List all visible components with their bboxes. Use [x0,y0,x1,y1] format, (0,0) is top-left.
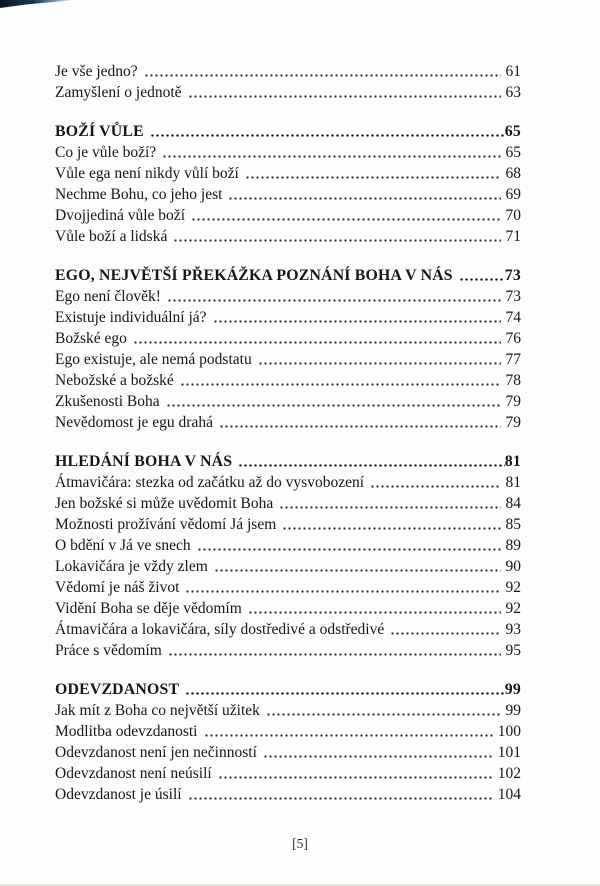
toc-entry-page: 101 [497,744,521,761]
dot-leader [238,456,505,470]
toc-entry-row [55,514,521,535]
toc-entry-row [55,640,521,661]
toc-entry-title: Zamyšlení o jednotě [55,84,182,101]
toc-entry-row [55,619,521,640]
toc-heading-row [55,265,521,286]
toc-entry-page: 102 [497,765,521,782]
toc-entry-page: 89 [505,537,521,554]
toc-entry-title: Odevzdanost je úsilí [55,786,182,803]
dot-leader [390,624,500,638]
toc-entry-row [55,226,521,247]
toc-entry-row [55,784,521,805]
toc-entry-row [55,556,521,577]
toc-entry-title: Átmavičára: stezka od začátku až do vysvobození [55,474,365,491]
toc-section [55,265,521,433]
toc-entry-page: 99 [505,702,521,719]
dot-leader [167,291,501,305]
toc-entry-page: 65 [505,144,521,161]
toc-entry-row [55,142,521,163]
toc-entry-row [55,184,521,205]
dot-leader [144,66,501,80]
toc-entry-row [55,700,521,721]
toc-entry-page: 73 [505,288,521,305]
toc-entry-page: 77 [505,351,521,368]
toc-entry-row [55,412,521,433]
toc-section [55,679,521,805]
toc-entry-title: Existuje individuální já? [55,309,207,326]
toc-entry-title: Je vše jedno? [55,63,138,80]
toc-heading-row [55,121,521,142]
toc-heading-title: BOŽÍ VŮLE [55,123,144,140]
toc-entry-page: 74 [505,309,521,326]
dot-leader [213,312,501,326]
toc-entry-title: Co je vůle boží? [55,144,157,161]
dot-leader [282,519,500,533]
dot-leader [162,147,500,161]
dot-leader [258,354,501,368]
toc-entry-title: O bdění v Já ve snech [55,537,191,554]
toc-entry-row [55,472,521,493]
toc-entry-row [55,328,521,349]
dot-leader [185,684,505,698]
dot-leader [185,582,500,596]
toc-section [55,61,521,103]
toc-entry-title: Vůle boží a lidská [55,228,168,245]
toc-entry-page: 90 [505,558,521,575]
toc-entry-row [55,763,521,784]
toc-heading-page: 99 [504,681,521,698]
toc-entry-page: 76 [505,330,521,347]
dot-leader [180,375,501,389]
toc-entry-page: 84 [505,495,521,512]
toc-entry-page: 104 [497,786,521,803]
toc-entry-title: Lokavičára je vždy zlem [55,558,208,575]
toc-entry-page: 79 [505,414,521,431]
toc-section [55,121,521,247]
page-number-footer: [5] [292,836,308,851]
toc-heading-page: 81 [504,453,521,470]
toc-entry-page: 78 [505,372,521,389]
dot-leader [166,396,501,410]
dot-leader [214,561,501,575]
dot-leader [197,540,501,554]
toc-entry-page: 81 [505,474,521,491]
dot-leader [188,87,501,101]
toc-entry-page: 100 [497,723,521,740]
toc-entry-row [55,307,521,328]
toc-entry-title: Dvojjediná vůle boží [55,207,185,224]
toc-entry-title: Nevědomost je egu drahá [55,414,213,431]
toc-entry-title: Božské ego [55,330,127,347]
toc-heading-row [55,451,521,472]
dot-leader [245,168,501,182]
toc-entry-row [55,535,521,556]
toc-heading-title: HLEDÁNÍ BOHA V NÁS [55,453,233,470]
toc-entry-page: 71 [505,228,521,245]
toc-entry-title: Práce s vědomím [55,642,162,659]
toc-entry-title: Nebožské a božské [55,372,174,389]
toc-entry-row [55,598,521,619]
toc-entry-page: 61 [505,63,521,80]
toc-entry-title: Átmavičára a lokavičára, síly dostředivé a odstředivé [55,621,385,638]
dot-leader [266,705,501,719]
toc-entry-title: Zkušenosti Boha [55,393,160,410]
toc-entry-title: Odevzdanost není jen nečinností [55,744,257,761]
toc-entry-page: 63 [505,84,521,101]
dot-leader [248,603,501,617]
toc-entry-title: Jen božské si může uvědomit Boha [55,495,274,512]
toc-entry-row [55,205,521,226]
toc-entry-page: 79 [505,393,521,410]
toc-entry-page: 92 [505,579,521,596]
toc-entry-page: 92 [505,600,521,617]
dot-leader [263,747,493,761]
toc-entry-row [55,61,521,82]
toc-entry-page: 69 [505,186,521,203]
toc-entry-title: Možnosti prožívání vědomí Já jsem [55,516,277,533]
toc-heading-page: 65 [504,123,521,140]
toc-heading-title: EGO, NEJVĚTŠÍ PŘEKÁŽKA POZNÁNÍ BOHA V NÁS [55,267,453,284]
toc-entry-title: Ego existuje, ale nemá podstatu [55,351,252,368]
dot-leader [219,417,501,431]
toc-entry-row [55,742,521,763]
toc-entry-row [55,493,521,514]
toc-entry-title: Jak mít z Boha co největší užitek [55,702,260,719]
toc-entry-row [55,391,521,412]
toc-entry-page: 95 [505,642,521,659]
toc-entry-row [55,286,521,307]
toc-entry-title: Modlitba odevzdanosti [55,723,198,740]
toc-entry-title: Vůle ega není nikdy vůlí boží [55,165,239,182]
toc-heading-row [55,679,521,700]
toc-entry-title: Nechme Bohu, co jeho jest [55,186,223,203]
toc-entry-title: Odevzdanost není neúsilí [55,765,212,782]
toc-entry-page: 68 [505,165,521,182]
toc-heading-page: 73 [504,267,521,284]
dot-leader [228,189,500,203]
toc-section [55,451,521,661]
toc-entry-title: Ego není člověk! [55,288,161,305]
dot-leader [173,231,500,245]
toc-entry-row [55,721,521,742]
dot-leader [133,333,501,347]
toc-entry-row [55,82,521,103]
toc-entry-row [55,163,521,184]
toc-entry-page: 70 [505,207,521,224]
table-of-contents [55,61,521,805]
dot-leader [218,768,493,782]
dot-leader [459,270,505,284]
toc-entry-row [55,370,521,391]
dot-leader [150,126,505,140]
dot-leader [370,477,500,491]
scan-artifact-wedge [0,0,78,8]
dot-leader [204,726,493,740]
dot-leader [191,210,501,224]
toc-heading-title: ODEVZDANOST [55,681,180,698]
toc-entry-row [55,349,521,370]
toc-entry-title: Vidění Boha se děje vědomím [55,600,242,617]
toc-entry-page: 93 [505,621,521,638]
toc-entry-page: 85 [505,516,521,533]
toc-entry-row [55,577,521,598]
toc-entry-title: Vědomí je náš život [55,579,180,596]
dot-leader [279,498,500,512]
dot-leader [188,789,493,803]
dot-leader [168,645,501,659]
